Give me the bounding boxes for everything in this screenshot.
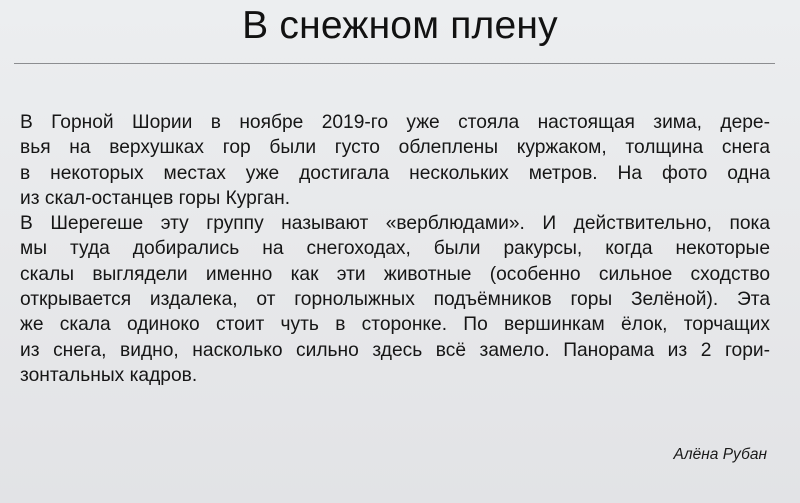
author-signature: Алёна Рубан xyxy=(673,446,767,463)
text-line: из снега, видно, насколько сильно здесь всё замело. Панорама из 2 гори- xyxy=(20,339,770,361)
page-title: В снежном плену xyxy=(242,4,558,47)
text-line: вья на верхушках гор были густо облеплены куржаком, толщина снега xyxy=(20,137,770,159)
text-line: же скала одиноко стоит чуть в сторонке. По вершинкам ёлок, торчащих xyxy=(20,314,770,336)
text-line: В Горной Шории в ноябре 2019-го уже стояла настоящая зима, дере- xyxy=(20,112,770,133)
text-line: мы туда добирались на снегоходах, были ракурсы, когда некоторые xyxy=(20,238,770,260)
text-line: открывается издалека, от горнолыжных подъёмников горы Зелёной). Эта xyxy=(20,289,770,311)
text-line: зонтальных кадров. xyxy=(20,364,198,386)
text-line: из скал-останцев горы Курган. xyxy=(20,187,291,209)
body-text xyxy=(20,110,770,388)
text-line: в некоторых местах уже достигала нескольких метров. На фото одна xyxy=(20,162,770,184)
text-line: В Шерегеше эту группу называют «верблюдами». И действительно, пока xyxy=(20,213,770,235)
text-line: скалы выглядели именно как эти животные (особенно сильное сходство xyxy=(20,263,770,285)
divider xyxy=(14,63,775,64)
